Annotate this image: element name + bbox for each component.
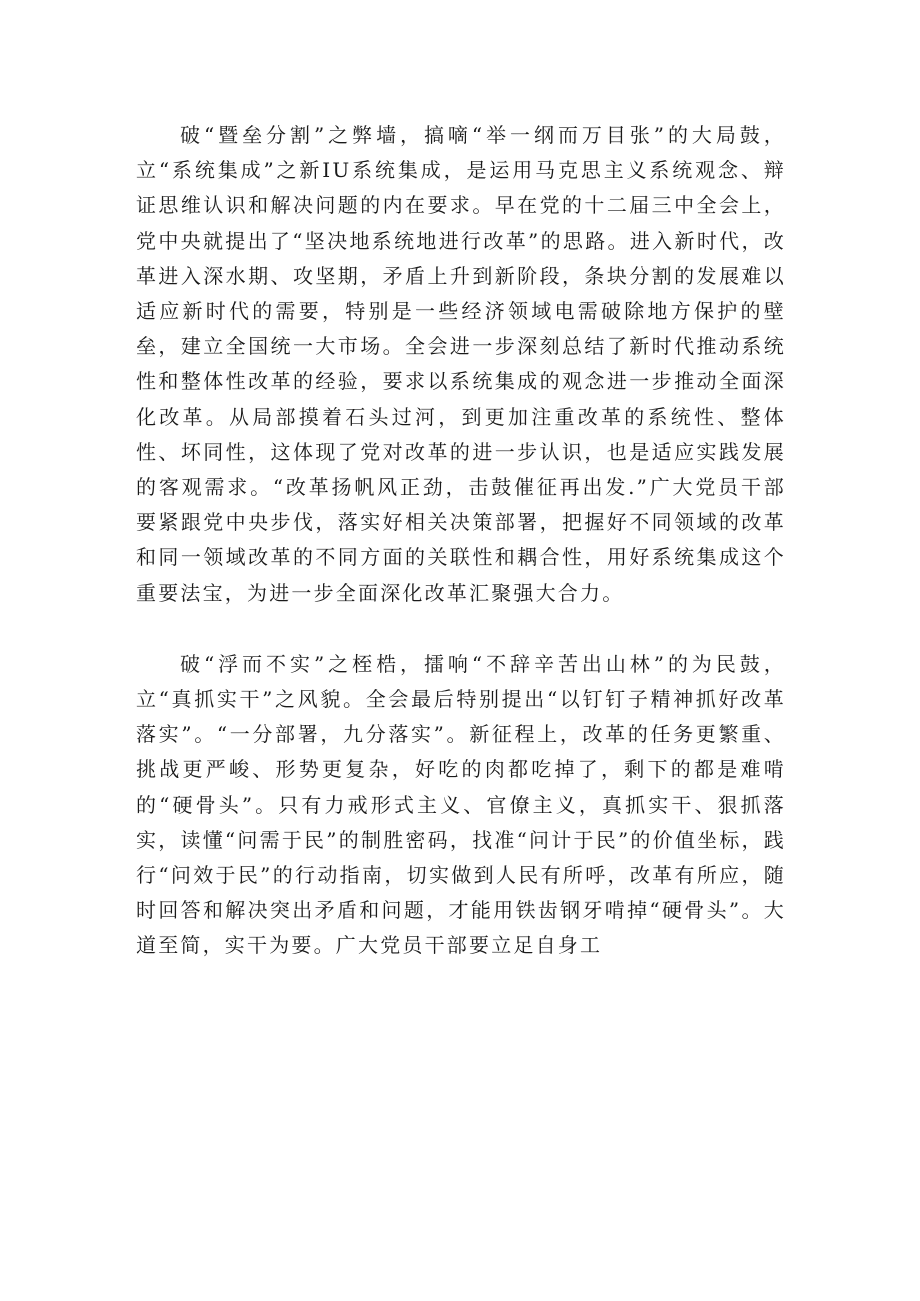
document-body <box>136 118 786 964</box>
paragraph-practical-work: 破“浮而不实”之桎梏，擂响“不辞辛苦出山林”的为民鼓，立“真抓实干”之风貌。全会最后特别提出“以钉钉子精神抓好改革落实”。“一分部署，九分落实”。新征程上，改革的任务更繁重、挑战更严峻、形势更复杂，好吃的肉都吃掉了，剩下的都是难啃的“硬骨头”。只有力戒形式主义、官僚主义，真抓实干、狠抓落实，读懂“问需于民”的制胜密码，找准“问计于民”的价值坐标，践行“问效于民”的行动指南，切实做到人民有所呼，改革有所应，随时回答和解决突出矛盾和问题，才能用铁齿钢牙啃掉“硬骨头”。大道至简，实干为要。广大党员干部要立足自身工 <box>136 651 786 958</box>
paragraph-system-integration: 破“暨垒分割”之弊墙，搞嘀“举一纲而万目张”的大局鼓，立“系统集成”之新IU系统集成，是运用马克思主义系统观念、辩证思维认识和解决问题的内在要求。早在党的十二届三中全会上，党中央就提出了“坚决地系统地进行改革”的思路。进入新时代，改革进入深水期、攻坚期，矛盾上升到新阶段，条块分割的发展难以适应新时代的需要，特别是一些经济领域电需破除地方保护的壁垒，建立全国统一大市场。全会进一步深刻总结了新时代推动系统性和整体性改革的经验，要求以系统集成的观念进一步推动全面深化改革。从局部摸着石头过河，到更加注重改革的系统性、整体性、坏同性，这体现了党对改革的进一步认识，也是适应实践发展的客观需求。“改革扬帆风正劲，击鼓催征再出发.”广大党员干部要紧跟党中央步伐，落实好相关决策部署，把握好不同领域的改革和同一领域改革的不同方面的关联性和耦合性，用好系统集成这个重要法宝，为进一步全面深化改革汇聚强大合力。 <box>136 123 786 605</box>
